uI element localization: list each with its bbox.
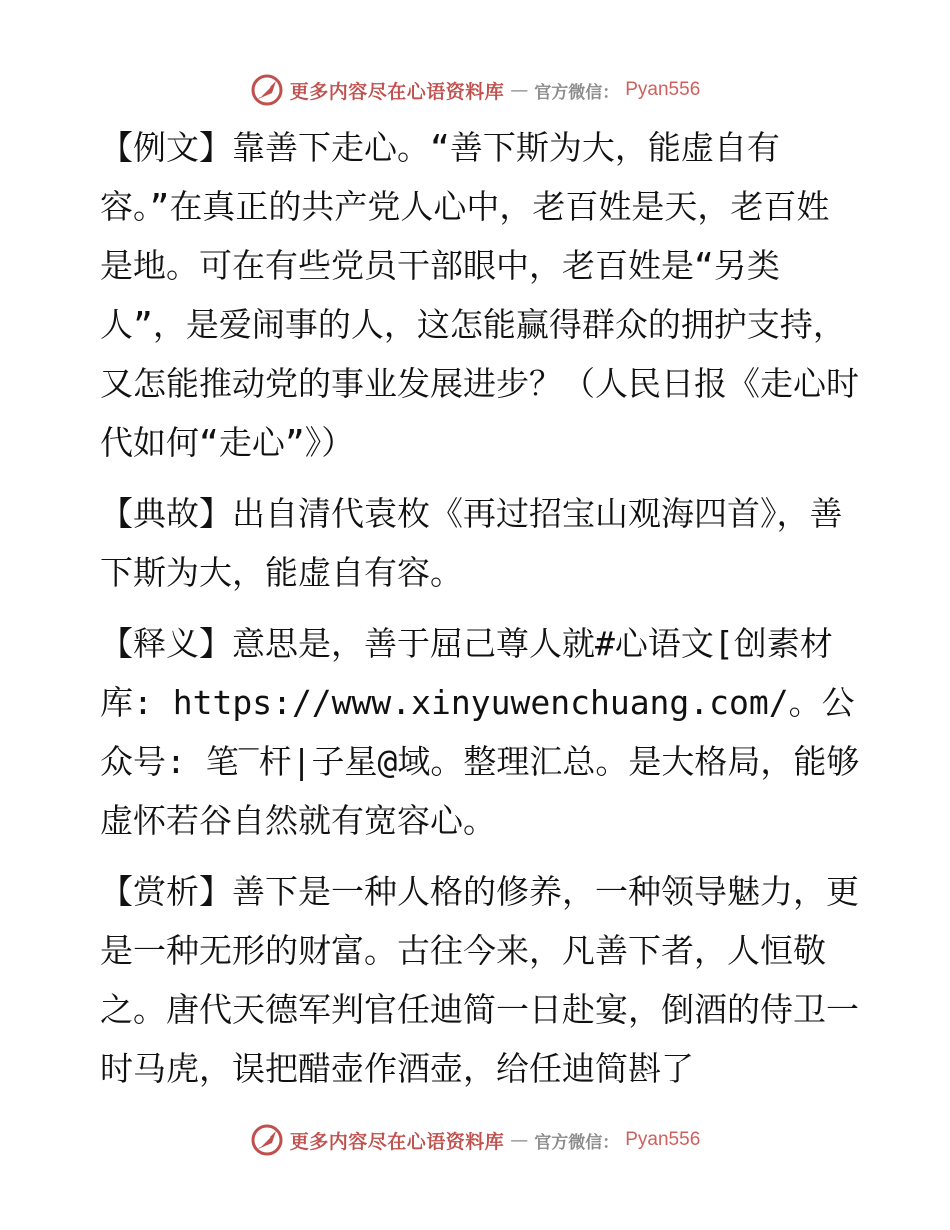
banner-dash: — xyxy=(510,1129,529,1151)
paragraph-appreciation: 【赏析】善下是一种人格的修养，一种领导魅力，更是一种无形的财富。古往今来，凡善下者，人恒敬之。唐代天德军判官任迪简一日赴宴，倒酒的侍卫一时马虎，误把醋壶作酒壶，给任迪简斟了 xyxy=(100,872,859,1088)
banner-main-text: 更多内容尽在心语资料库 xyxy=(289,80,505,103)
header-banner xyxy=(0,70,950,110)
banner-wechat-id: Pyan556 xyxy=(625,1129,701,1150)
banner-dash: — xyxy=(510,79,529,101)
paragraph-example: 【例文】靠善下走心。“善下斯为大，能虚自有容。”在真正的共产党人心中，老百姓是天，老百姓是地。可在有些党员干部眼中，老百姓是“另类人”，是爱闹事的人，这怎能赢得群众的拥护支持，又怎能推动党的事业发展进步？（人民日报《走心时代如何“走心”》） xyxy=(100,128,859,462)
paragraph-allusion: 【典故】出自清代袁枚《再过招宝山观海四首》，善下斯为大，能虚自有容。 xyxy=(100,494,843,592)
footer-banner xyxy=(0,1120,950,1160)
banner-wechat-label: 官方微信： xyxy=(534,1132,620,1153)
paragraph-meaning: 【释义】意思是，善于屈己尊人就#心语文[创素材库: https://www.xinyuwenchuang.com/。公众号: 笔‾杆|子星@域。整理汇总。是大格局，能够虚怀若谷自然就有宽容心。 xyxy=(100,624,860,840)
document-body xyxy=(100,118,860,1110)
banner-main-text: 更多内容尽在心语资料库 xyxy=(289,1130,505,1153)
quill-logo-icon xyxy=(250,1123,284,1157)
banner-wechat-label: 官方微信： xyxy=(534,82,620,103)
quill-logo-icon xyxy=(250,73,284,107)
banner-wechat-id: Pyan556 xyxy=(625,79,701,100)
